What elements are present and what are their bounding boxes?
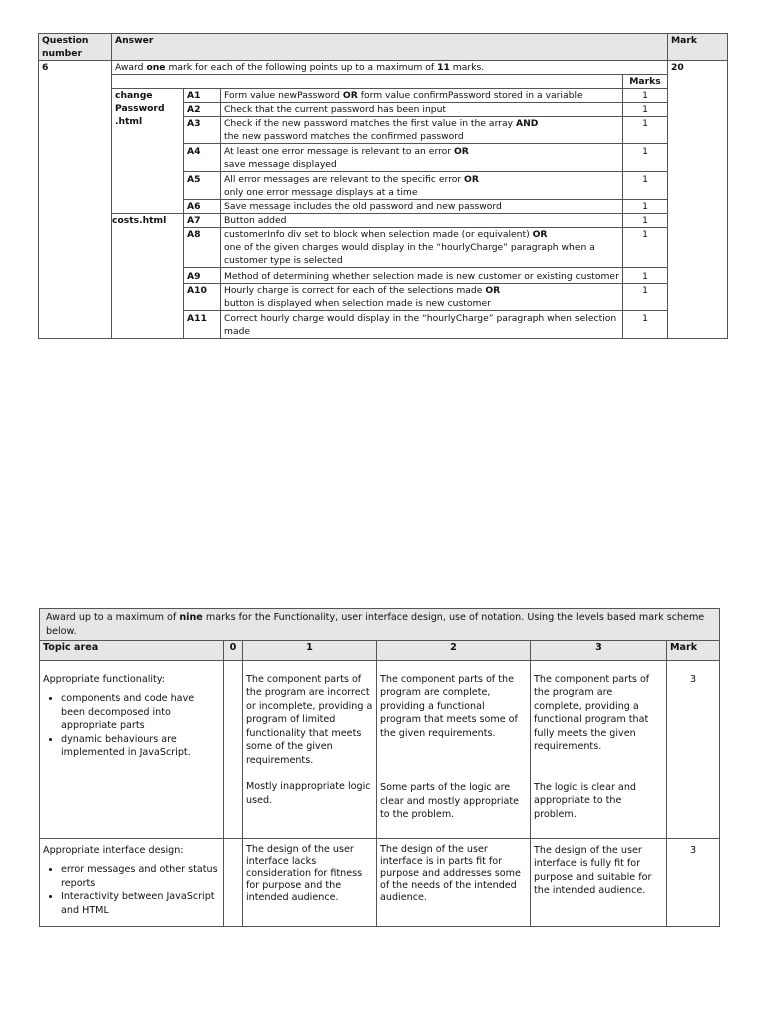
functionality-level-2 — [377, 660, 531, 838]
point-mark: 1 — [623, 284, 668, 311]
level-text: The component parts of the program are complete, providing a functional program that meets some of the given requirements. — [380, 673, 518, 739]
interface-mark: 3 — [667, 838, 720, 926]
list-item: • error messages and other status reports — [61, 863, 220, 890]
topic-interface-design — [40, 838, 224, 926]
level-text: The component parts of the program are complete, providing a functional program that fully meets the given requirements. — [534, 673, 650, 752]
list-item: • components and code have been decomposed into appropriate parts — [61, 692, 220, 733]
level-text: The component parts of the program are incorrect or incomplete, providing a program of limited functionality that meets some of the given requirements. — [246, 673, 373, 766]
topic-functionality — [40, 660, 224, 838]
functionality-level-1 — [243, 660, 377, 838]
table-row — [39, 89, 728, 103]
mark-scheme-table-q6 — [38, 33, 728, 339]
table2-header-row — [40, 641, 720, 661]
point-mark: 1 — [623, 200, 668, 214]
point-mark: 1 — [623, 311, 668, 339]
point-code: A4 — [184, 144, 221, 172]
point-code: A10 — [184, 284, 221, 311]
point-code: A5 — [184, 172, 221, 200]
answer-header: Answer — [112, 34, 668, 61]
file-name-costs: costs.html — [112, 214, 184, 339]
functionality-mark: 3 — [667, 660, 720, 838]
point-text: Form value newPassword OR form value confirmPassword stored in a variable — [221, 89, 623, 103]
marks-subheader: Marks — [623, 75, 668, 89]
levels-intro: Award up to a maximum of nine marks for the Functionality, user interface design, use of notation. Using the levels based mark scheme below. — [40, 609, 720, 641]
award-instruction: Award one mark for each of the following points up to a maximum of 11 marks. — [112, 61, 668, 75]
point-text: Method of determining whether selection made is new customer or existing customer — [221, 268, 623, 284]
point-code: A1 — [184, 89, 221, 103]
functionality-row — [40, 660, 720, 838]
point-code: A9 — [184, 268, 221, 284]
point-mark: 1 — [623, 117, 668, 144]
interface-level-2: The design of the user interface is in parts fit for purpose and addresses some of the needs of the intended audience. — [377, 838, 531, 926]
file-name-change-password: change Password .html — [112, 89, 184, 214]
point-code: A2 — [184, 103, 221, 117]
interface-design-row — [40, 838, 720, 926]
point-text: Correct hourly charge would display in the “hourlyCharge” paragraph when selection made — [221, 311, 623, 339]
level-text: The logic is clear and appropriate to the problem. — [534, 781, 636, 820]
point-mark: 1 — [623, 144, 668, 172]
total-mark: 20 — [668, 61, 728, 339]
point-mark: 1 — [623, 103, 668, 117]
interface-level-1: The design of the user interface lacks consideration for fitness for purpose and the intended audience. — [243, 838, 377, 926]
point-mark: 1 — [623, 89, 668, 103]
level-text: Mostly inappropriate logic used. — [246, 781, 371, 806]
point-text: Check if the new password matches the first value in the array AND the new password matches the confirmed password — [221, 117, 623, 144]
mark-header: Mark — [667, 641, 720, 661]
point-code: A11 — [184, 311, 221, 339]
point-text: customerInfo div set to block when selection made (or equivalent) OR one of the given charges would display in the “hourlyCharge” paragraph when a customer type is selected — [221, 228, 623, 268]
point-text: Check that the current password has been input — [221, 103, 623, 117]
levels-mark-scheme-table — [39, 608, 720, 927]
topic-title: Appropriate interface design: — [43, 844, 184, 856]
level-0-header: 0 — [224, 641, 243, 661]
mark-header: Mark — [668, 34, 728, 61]
table1-header-row — [39, 34, 728, 61]
functionality-level-3 — [531, 660, 667, 838]
table-row — [39, 214, 728, 228]
point-mark: 1 — [623, 214, 668, 228]
topic-area-header: Topic area — [40, 641, 224, 661]
point-text: All error messages are relevant to the specific error OR only one error message displays at a time — [221, 172, 623, 200]
point-code: A3 — [184, 117, 221, 144]
level-2-header: 2 — [377, 641, 531, 661]
point-code: A7 — [184, 214, 221, 228]
interface-level-3: The design of the user interface is fully fit for purpose and suitable for the intended audience. — [531, 838, 667, 926]
question-number: 6 — [39, 61, 112, 339]
point-mark: 1 — [623, 228, 668, 268]
award-row — [39, 61, 728, 75]
question-number-header: Question number — [39, 34, 112, 61]
point-code: A6 — [184, 200, 221, 214]
point-text: At least one error message is relevant to an error OR save message displayed — [221, 144, 623, 172]
level-1-header: 1 — [243, 641, 377, 661]
point-text: Hourly charge is correct for each of the selections made OR button is displayed when selection made is new customer — [221, 284, 623, 311]
list-item: • Interactivity between JavaScript and HTML — [61, 890, 220, 917]
point-text: Save message includes the old password and new password — [221, 200, 623, 214]
level-3-header: 3 — [531, 641, 667, 661]
point-text: Button added — [221, 214, 623, 228]
level-text: Some parts of the logic are clear and mostly appropriate to the problem. — [380, 782, 520, 820]
intro-row — [40, 609, 720, 641]
topic-title: Appropriate functionality: — [43, 673, 166, 685]
point-code: A8 — [184, 228, 221, 268]
list-item: • dynamic behaviours are implemented in JavaScript. — [61, 733, 220, 760]
point-mark: 1 — [623, 268, 668, 284]
marks-subheader-row — [39, 75, 728, 89]
point-mark: 1 — [623, 172, 668, 200]
